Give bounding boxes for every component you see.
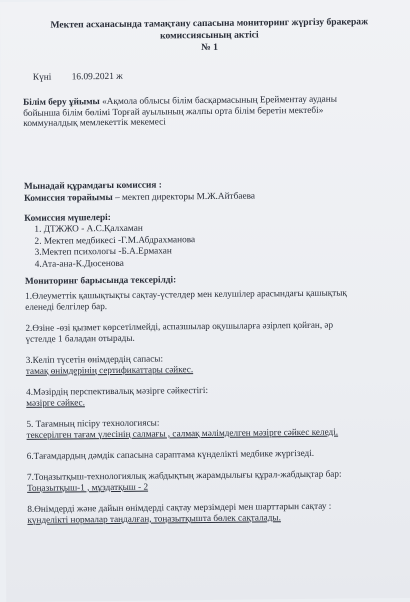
title-number: № 1 <box>201 41 218 54</box>
item-5-question: 5. Тағамның пісіру технологиясы: <box>26 417 160 429</box>
item-1-line-1: 1.Өлеуметтік қашықтықты сақтау-үстелдер мен келушілер арасындағы қашықтық <box>25 287 347 301</box>
member-item: 4.Ата-ана-К.Дюсенова <box>34 258 124 270</box>
members-section <box>24 210 399 271</box>
org-line-3: коммуналдық мемлекеттік мекемесі <box>23 117 166 130</box>
item-4 <box>26 383 400 409</box>
item-2-line-2: үстелде 1 баладан отырады. <box>25 332 135 344</box>
member-item: 1. ДТЖЖО - А.С.Қалхаман <box>34 223 143 236</box>
item-3-answer: тамақ өнімдерінің сертификаттары сәйкес. <box>25 363 194 376</box>
item-2 <box>25 319 399 345</box>
monitoring-label: Мониторинг барысында тексерілді: <box>24 275 177 288</box>
date-row <box>23 68 397 84</box>
item-8 <box>27 500 401 526</box>
item-1 <box>25 287 399 313</box>
member-item: 3.Мектеп психологы -Б.А.Ермахан <box>34 246 172 259</box>
composition-section <box>24 178 398 206</box>
item-3 <box>26 351 400 377</box>
item-7-question: 7.Тоңазытқыш-технологиялық жабдықтың жарамдылығы құрал-жабдықтар бар: <box>26 468 342 482</box>
composition-label: Мынадай құрамдағы комиссия : <box>23 180 162 192</box>
title-line-1: Мектеп асханасында тамақтану сапасына мониторинг жүргізу бракераж <box>50 16 369 31</box>
document-title <box>22 16 396 56</box>
org-line-2: бойынша білім бөлімі Торғай ауылының жалпы орта білім беретін мектебі» <box>23 105 324 119</box>
item-6 <box>27 447 401 462</box>
item-5 <box>26 415 400 441</box>
chair-label: Комиссия төрайымы <box>24 193 113 205</box>
chair-line <box>24 190 398 205</box>
monitoring-section <box>25 273 402 525</box>
item-3-question: 3.Келіп түсетін өнімдердің сапасы: <box>25 353 164 365</box>
date-label: Күні <box>32 72 52 83</box>
item-4-answer: мәзірге сәйкес. <box>26 397 85 408</box>
item-1-line-2: еленеді белгілер бар. <box>25 300 108 312</box>
item-8-answer: күнделікті нормалар таңдалған, тоңазытқышта бөлек сақталады. <box>27 512 281 525</box>
title-line-2: комиссиясының актісі <box>159 29 259 42</box>
item-8-question: 8.Өнімдерді және дайын өнімдерді сақтау мерзімдері мен шарттарын сақтау : <box>27 500 332 514</box>
item-6-text: 6.Тағамдардың дәмдік сапасына сараптама күнделікті медбике жүргізеді. <box>26 447 315 461</box>
item-4-question: 4.Мәзірдің перспективалық мәзірге сәйкестігі: <box>26 384 209 397</box>
item-7 <box>27 468 401 494</box>
organization-block <box>23 94 397 130</box>
members-label: Комиссия мүшелері: <box>24 212 111 224</box>
chair-value: – мектеп директоры М.Ж.Айтбаева <box>112 191 256 204</box>
member-item: 2. Мектеп медбикесі -Г.М.Абдрахманова <box>34 234 196 247</box>
org-label: Білім беру ұйымы <box>23 97 100 108</box>
item-2-line-1: 2.Өзіне -өзі қызмет көрсетілмейді, аспазшылар оқушыларға әзірлеп қойған, әр <box>25 319 334 333</box>
item-5-answer: тексерілген тағам үлесінің салмағы , салмақ мәлімделген мәзірге сәйкес келеді. <box>26 426 339 440</box>
org-line-1: «Ақмола облысы білім басқармасының Ерейментау ауданы <box>102 94 337 108</box>
date-value: 16.09.2021 ж <box>71 71 123 83</box>
item-7-answer: Тоңазытқыш-1 , мұздатқыш - 2 <box>27 481 149 493</box>
